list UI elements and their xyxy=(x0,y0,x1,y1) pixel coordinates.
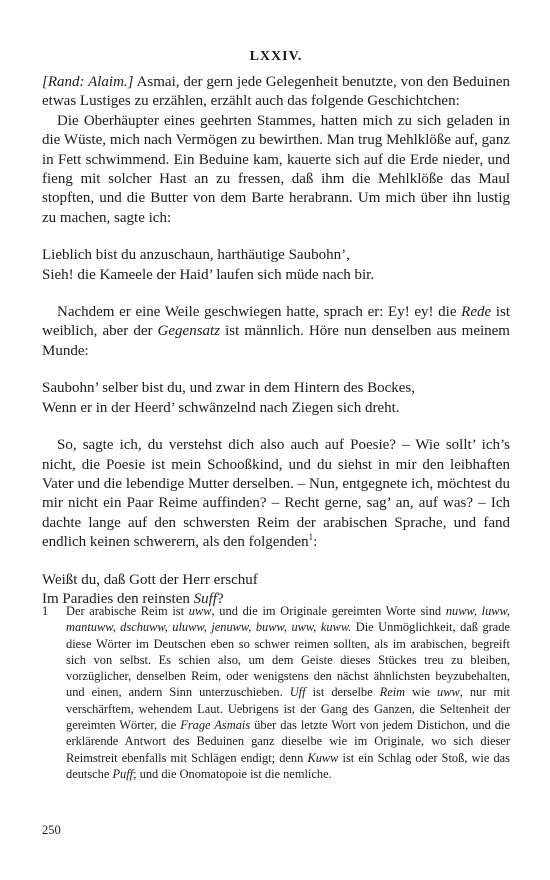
footnote-run: Der arabische Reim ist xyxy=(66,604,189,618)
footnote-run: ; und die Onomatopoie ist die nemliche. xyxy=(133,766,332,781)
footnote-run: Reim xyxy=(379,685,406,700)
footnote-run: Frage Asmais xyxy=(180,718,251,733)
main-text xyxy=(42,73,510,609)
margin-note: [Rand: Alaim.] xyxy=(42,74,134,90)
paragraph-story: Die Oberhäupter eines geehrten Stammes, hatten mich zu sich geladen in die Wüste, mich nach Vermögen zu bewirthen. Man trug Mehlklöße auf, ganz in Fett schwimmend. Ein Beduine kam, kauerte sich auf die Erde nieder, und fieng mit solcher Hast an zu fressen, daß ihm die Mehlklöße das Maul stopften, und die Butter von dem Barte herabrann. Um mich über ihn lustig zu machen, sagte ich: xyxy=(42,112,510,226)
footnote-run: Uff xyxy=(289,685,306,700)
verse-line: Saubohn’ selber bist du, und zwar in dem Hintern des Bockes, xyxy=(42,380,415,397)
verse-line: Weißt du, daß Gott der Herr erschuf xyxy=(42,571,258,588)
footnote-run: ist ein Schlag oder Stoß, wie das deutsche xyxy=(66,750,511,781)
footnote-run: uww xyxy=(188,604,212,618)
page-number: 250 xyxy=(42,823,61,837)
footnote-run: uww xyxy=(437,685,460,700)
verse-line: Im Paradies den reinsten Suff? xyxy=(42,590,224,607)
paragraph-reply: Nachdem er eine Weile geschwiegen hatte, sprach er: Ey! ey! die Rede ist weiblich, aber der Gegensatz ist männlich. Höre nun denselben aus meinem Munde: xyxy=(42,304,510,359)
paragraph-poesie: So, sagte ich, du verstehst dich also auch auf Poesie? – Wie sollt’ ich’s nicht, die Poesie ist mein Schooßkind, und du siehst in mir den leibhaften Vater und die lebendige Mutter derselben. – Nun, entgegnete ich, möchtest du mir nicht ein Paar Reime auffinden? – Recht gerne, sag’ an, auf was? – Ich dachte lange auf den schwersten Reim der arabischen Sprache, und fand endlich keinen schwerern, als den folgenden$^1$: xyxy=(42,437,510,551)
footnote-run: nuww, luww, mantuww, dschuww, uluww, jenuww, buww, uww, kuww. xyxy=(66,604,510,635)
footnote-text xyxy=(66,603,510,782)
chapter-heading: LXXIV. xyxy=(249,49,303,64)
footnote xyxy=(42,603,510,782)
footnote-run: wie xyxy=(405,685,438,700)
footnote-run: Kuww xyxy=(307,750,339,765)
footnote-run: über das letzte Wort von jedem Distichon, und die erklärende Antwort des Beduinen ganz dieselbe wie im Originale, wo sich dieser Reimstreit ebenfalls mit Schlägen endigt; denn xyxy=(66,718,510,765)
verse-line: Lieblich bist du anzuschaun, harthäutige Saubohn’, xyxy=(42,247,350,264)
footnote-run: Die Unmöglichkeit, daß grade diese Wörter im Deutschen eben so schwer reimen sollten, als im arabischen, begreift sich von selbst. Es schien also, um dem Geiste dieses Stückes treu zu bleiben, vorzüglicher, denselben Reim, oder wenigstens den nächst ähnlichsten beyzubehalten, und einen, andern Sinn unterzuschieben. xyxy=(66,620,510,700)
footnote-run: ist derselbe xyxy=(305,685,380,700)
paragraph-intro: [Rand: Alaim.] Asmai, der gern jede Gelegenheit benutzte, von den Beduinen etwas Lustiges zu erzählen, erzählt auch das folgende Geschichtchen: xyxy=(42,74,510,110)
footnote-reference[interactable]: 1 xyxy=(308,532,314,543)
footnote-run: , nur mit verschärftem, wehendem Laut. Uebrigens ist der Gang des Ganzen, die Seltenheit der gereimten Wörter, die xyxy=(66,685,510,733)
verse-line: Wenn er in der Heerd’ schwänzelnd nach Ziegen sich dreht. xyxy=(42,399,400,416)
verse-line: Sieh! die Kameele der Haid’ laufen sich müde nach bir. xyxy=(42,266,375,283)
verse-two xyxy=(42,379,510,418)
footnote-number: 1 xyxy=(42,604,49,618)
footnote-run: , und die im Originale gereimten Worte sind xyxy=(211,604,446,618)
footnote-run: Puff xyxy=(112,766,134,781)
verse-one xyxy=(42,246,510,285)
